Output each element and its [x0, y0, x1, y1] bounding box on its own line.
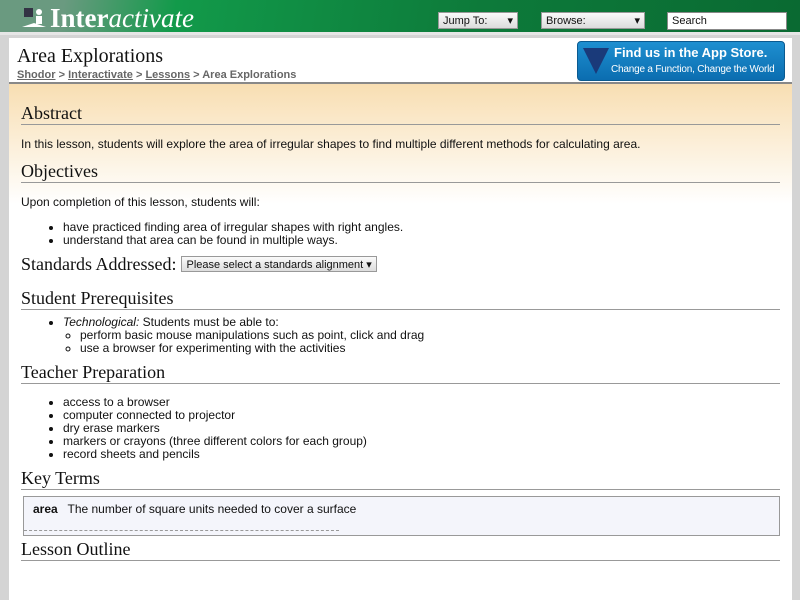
breadcrumb-sep: >: [58, 69, 65, 81]
term-definition: The number of square units needed to cover a surface: [67, 502, 357, 516]
breadcrumb-sep: >: [193, 69, 200, 81]
app-store-title: Find us in the App Store.: [614, 45, 768, 60]
teacher-prep-heading: Teacher Preparation: [21, 361, 780, 384]
standards-select-value: Please select a standards alignment: [186, 259, 364, 271]
search-placeholder: Search: [672, 15, 707, 27]
breadcrumb-sep: >: [135, 69, 143, 81]
lesson-content: [9, 84, 792, 598]
list-item: • computer connected to projector: [63, 409, 780, 422]
interactivate-logo[interactable]: [22, 4, 194, 32]
prereq-label: Technological:: [63, 315, 140, 329]
key-terms-heading: Key Terms: [21, 467, 780, 490]
breadcrumb-interactivate[interactable]: Interactivate: [68, 69, 133, 81]
dropdown-arrow-icon: ▾: [507, 15, 513, 27]
book-reader-icon: [22, 7, 46, 29]
jump-to-select[interactable]: [438, 12, 518, 29]
prereq-text: Students must be able to:: [142, 315, 279, 329]
logo-text: Inter: [50, 3, 109, 33]
list-item: • dry erase markers: [63, 422, 780, 435]
logo-text-italic: activate: [108, 3, 194, 33]
dropdown-arrow-icon: ▾: [366, 259, 372, 271]
list-item: ◦ perform basic mouse manipulations such as point, click and drag: [80, 329, 780, 342]
app-store-banner[interactable]: [577, 41, 785, 81]
list-item: • markers or crayons (three different colors for each group): [63, 435, 780, 448]
app-store-tagline: Change a Function, Change the World: [611, 64, 775, 75]
dropdown-arrow-icon: ▾: [634, 15, 640, 27]
page-title: Area Explorations: [17, 45, 164, 67]
prerequisites-heading: Student Prerequisites: [21, 287, 780, 310]
list-item: ◦ use a browser for experimenting with the activities: [80, 342, 780, 355]
abstract-heading: Abstract: [21, 84, 780, 125]
list-item: • understand that area can be found in multiple ways.: [63, 234, 780, 247]
breadcrumb-shodor[interactable]: Shodor: [17, 69, 56, 81]
site-header: [0, 0, 800, 35]
list-item: • have practiced finding area of irregular shapes with right angles.: [63, 221, 780, 234]
standards-select[interactable]: [181, 256, 376, 272]
page-body: [9, 38, 792, 600]
divider: [24, 530, 339, 531]
list-item: • access to a browser: [63, 396, 780, 409]
browse-label: Browse:: [546, 14, 586, 27]
jump-to-label: Jump To:: [443, 14, 488, 27]
abstract-text: In this lesson, students will explore the area of irregular shapes to find multiple different methods for calculating area.: [21, 137, 641, 151]
standards-heading: Standards Addressed:: [21, 254, 177, 274]
key-terms-box: [23, 496, 780, 536]
lesson-outline-heading: Lesson Outline: [21, 538, 780, 561]
breadcrumb: [17, 69, 296, 82]
breadcrumb-lessons[interactable]: Lessons: [145, 69, 191, 81]
term: area: [33, 502, 58, 516]
title-bar: [9, 38, 792, 84]
search-input[interactable]: [667, 12, 787, 30]
breadcrumb-current: Area Explorations: [202, 69, 297, 81]
objectives-intro: Upon completion of this lesson, students will:: [21, 195, 260, 209]
browse-select[interactable]: [541, 12, 645, 29]
objectives-heading: Objectives: [21, 160, 780, 183]
list-item: • record sheets and pencils: [63, 448, 780, 461]
list-item: [63, 316, 780, 355]
app-logo-icon: [583, 48, 609, 74]
